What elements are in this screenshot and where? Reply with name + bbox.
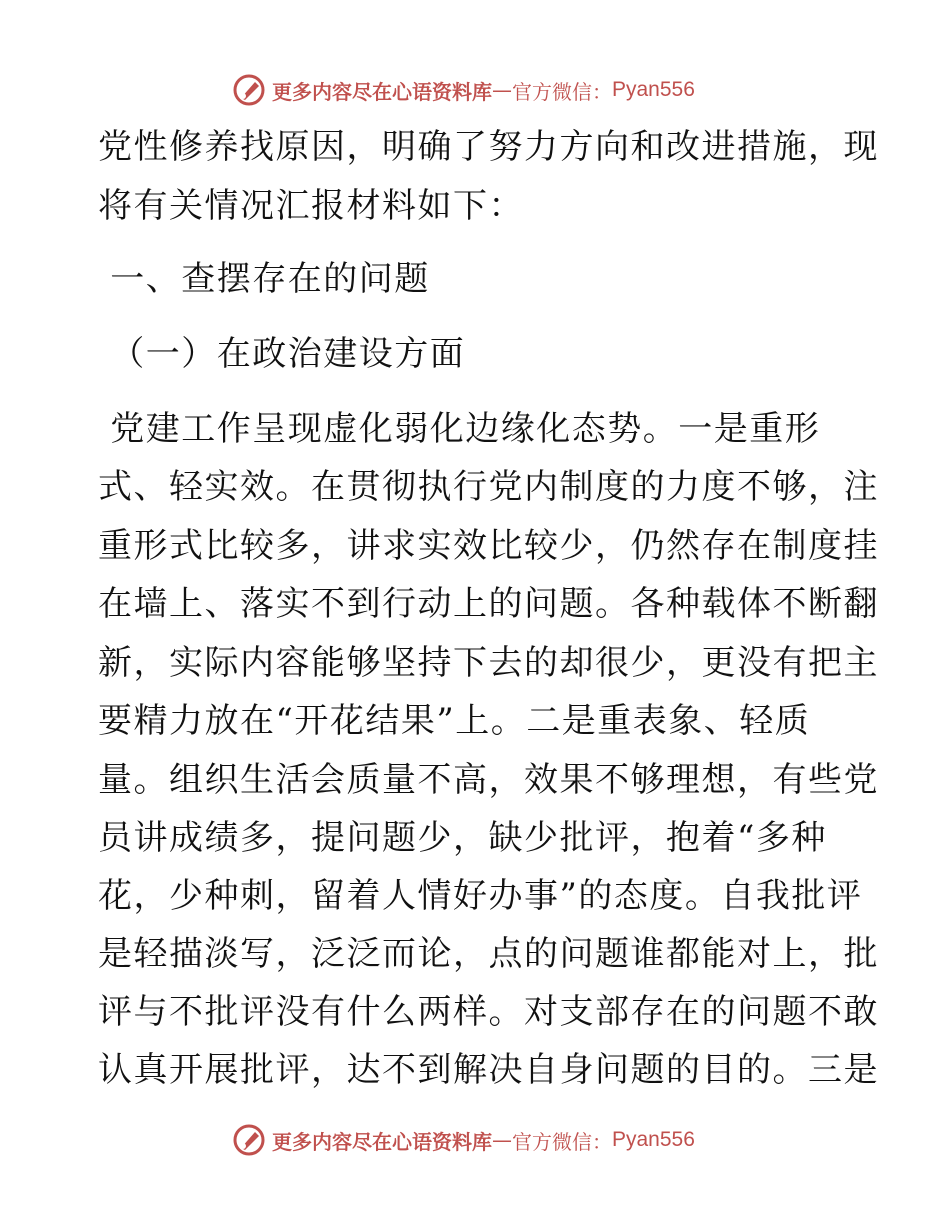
subsection-heading: （一）在政治建设方面 <box>98 334 466 374</box>
body-line: 党性修养找原因，明确了努力方向和改进措施，现 <box>98 127 879 167</box>
body-line: 重形式比较多，讲求实效比较少，仍然存在制度挂 <box>98 526 879 566</box>
header-watermark-banner <box>232 70 695 110</box>
body-line: 在墙上、落实不到行动上的问题。各种载体不断翻 <box>98 584 879 624</box>
pen-logo-icon <box>232 1123 266 1157</box>
body-line: 员讲成绩多，提问题少，缺少批评，抱着“多种 <box>98 818 827 858</box>
banner-text: 更多内容尽在心语资料库 <box>272 1129 492 1154</box>
footer-watermark-banner <box>232 1120 695 1160</box>
body-line: 要精力放在“开花结果”上。二是重表象、轻质 <box>98 701 811 741</box>
body-line: 党建工作呈现虚化弱化边缘化态势。一是重形 <box>98 409 821 449</box>
body-line: 花，少种刺，留着人情好办事”的态度。自我批评 <box>98 876 863 916</box>
body-line: 是轻描淡写，泛泛而论，点的问题谁都能对上，批 <box>98 934 879 974</box>
body-line: 量。组织生活会质量不高，效果不够理想，有些党 <box>98 760 879 800</box>
body-line: 将有关情况汇报材料如下： <box>98 186 524 226</box>
pen-logo-icon <box>232 73 266 107</box>
body-line: 评与不批评没有什么两样。对支部存在的问题不敢 <box>98 992 879 1032</box>
banner-separator: — <box>492 1128 512 1152</box>
banner-wechat-label: 官方微信： <box>512 1129 612 1154</box>
section-heading: 一、查摆存在的问题 <box>98 259 430 299</box>
body-line: 式、轻实效。在贯彻执行党内制度的力度不够，注 <box>98 467 879 507</box>
banner-wechat-id: Pyan556 <box>612 78 695 101</box>
banner-wechat-label: 官方微信： <box>512 79 612 104</box>
body-line: 认真开展批评，达不到解决自身问题的目的。三是 <box>98 1050 879 1090</box>
banner-text: 更多内容尽在心语资料库 <box>272 79 492 104</box>
banner-separator: — <box>492 78 512 102</box>
banner-wechat-id: Pyan556 <box>612 1128 695 1151</box>
body-line: 新，实际内容能够坚持下去的却很少，更没有把主 <box>98 643 879 683</box>
